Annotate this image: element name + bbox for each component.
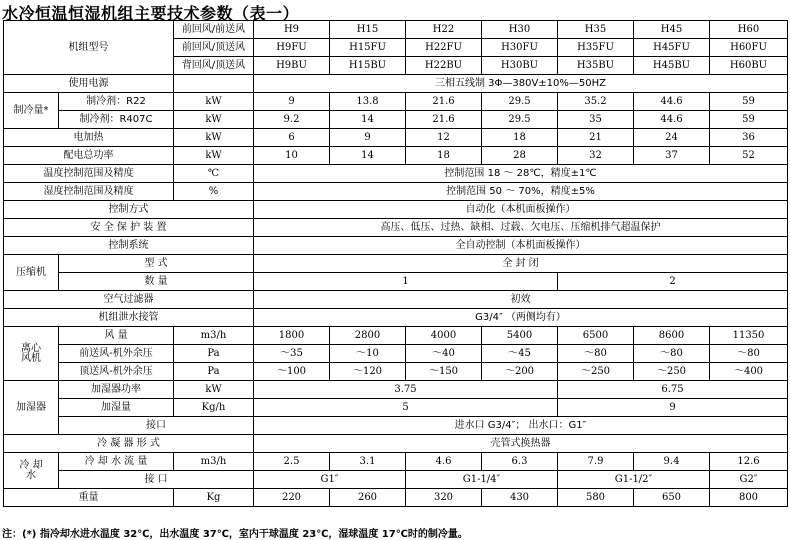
value-cell: 2 bbox=[558, 273, 788, 291]
value-cell: 21.6 bbox=[406, 93, 482, 111]
value-cell: 24 bbox=[634, 129, 710, 147]
condenser-value: 壳管式换热器 bbox=[254, 435, 788, 453]
value-cell: 6 bbox=[254, 129, 330, 147]
table-row bbox=[4, 165, 788, 183]
model-cell: H15FU bbox=[330, 39, 406, 57]
value-cell: 430 bbox=[482, 489, 558, 507]
value-cell: 580 bbox=[558, 489, 634, 507]
unit-cell bbox=[174, 75, 254, 93]
value-cell: 4000 bbox=[406, 327, 482, 345]
table-row bbox=[4, 147, 788, 165]
value-cell: 52 bbox=[710, 147, 788, 165]
row-label: 型 式 bbox=[59, 255, 254, 273]
value-cell: 12 bbox=[406, 129, 482, 147]
model-cell: H9 bbox=[254, 21, 330, 39]
safety-label: 安 全 保 护 装 置 bbox=[4, 219, 254, 237]
value-cell: 10 bbox=[254, 147, 330, 165]
fan-group-line1: 离心 bbox=[21, 342, 41, 354]
spec-table bbox=[3, 20, 788, 507]
row-label: 前送风-机外余压 bbox=[59, 345, 174, 363]
row-label: 接 口 bbox=[59, 471, 254, 489]
power-supply-value: 三相五线制 3Φ—380V±10%—50HZ bbox=[254, 75, 788, 93]
table-row bbox=[4, 273, 788, 291]
model-cell: H60BU bbox=[710, 57, 788, 75]
model-cell: H15 bbox=[330, 21, 406, 39]
unit-cell: ℃ bbox=[174, 165, 254, 183]
table-row bbox=[4, 471, 788, 489]
value-cell: 320 bbox=[406, 489, 482, 507]
table-row bbox=[4, 129, 788, 147]
value-cell: G1-1/4″ bbox=[406, 471, 558, 489]
model-label: 机组型号 bbox=[4, 21, 174, 75]
unit-cell: Kg bbox=[174, 489, 254, 507]
row-label: 制冷剂：R22 bbox=[59, 93, 174, 111]
value-cell: 13.8 bbox=[330, 93, 406, 111]
unit-cell: kW bbox=[174, 381, 254, 399]
table-row bbox=[4, 219, 788, 237]
air-filter-value: 初效 bbox=[254, 291, 788, 309]
table-row bbox=[4, 345, 788, 363]
model-cell: H9FU bbox=[254, 39, 330, 57]
value-cell: ～250 bbox=[558, 363, 634, 381]
value-cell: 11350 bbox=[710, 327, 788, 345]
control-system-label: 控制系统 bbox=[4, 237, 254, 255]
value-cell: 35 bbox=[558, 111, 634, 129]
value-cell: 2.5 bbox=[254, 453, 330, 471]
value-cell: 14 bbox=[330, 111, 406, 129]
table-row bbox=[4, 237, 788, 255]
value-cell: 6.75 bbox=[558, 381, 788, 399]
value-cell: 21 bbox=[558, 129, 634, 147]
table-row bbox=[4, 111, 788, 129]
value-cell: ～80 bbox=[710, 345, 788, 363]
control-mode-value: 自动化（本机面板操作） bbox=[254, 201, 788, 219]
row-label: 冷 却 水 流 量 bbox=[59, 453, 174, 471]
humidifier-port-value: 进水口 G3/4″； 出水口：G1″ bbox=[254, 417, 788, 435]
value-cell: ～35 bbox=[254, 345, 330, 363]
weight-label: 重量 bbox=[4, 489, 174, 507]
page-title: 水冷恒温恒湿机组主要技术参数（表一） bbox=[2, 4, 300, 23]
value-cell: 14 bbox=[330, 147, 406, 165]
value-cell: ～400 bbox=[710, 363, 788, 381]
value-cell: 1800 bbox=[254, 327, 330, 345]
value-cell: 12.6 bbox=[710, 453, 788, 471]
table-row bbox=[4, 291, 788, 309]
value-cell: 36 bbox=[710, 129, 788, 147]
cooling-group-label: 制冷量* bbox=[4, 93, 59, 129]
row-label: 数 量 bbox=[59, 273, 254, 291]
value-cell: ～45 bbox=[482, 345, 558, 363]
value-cell: 59 bbox=[710, 93, 788, 111]
value-cell: 260 bbox=[330, 489, 406, 507]
value-cell: 21.6 bbox=[406, 111, 482, 129]
value-cell: 1 bbox=[254, 273, 558, 291]
power-supply-label: 使用电源 bbox=[4, 75, 174, 93]
unit-cell: Kg/h bbox=[174, 399, 254, 417]
row-label: 风 量 bbox=[59, 327, 174, 345]
value-cell: 220 bbox=[254, 489, 330, 507]
value-cell: 37 bbox=[634, 147, 710, 165]
value-cell: 6.3 bbox=[482, 453, 558, 471]
air-filter-label: 空气过滤器 bbox=[4, 291, 254, 309]
value-cell: 5400 bbox=[482, 327, 558, 345]
table-row bbox=[4, 93, 788, 111]
table-row bbox=[4, 381, 788, 399]
compressor-group-label: 压缩机 bbox=[4, 255, 59, 291]
hum-control-value: 控制范围 50 ～ 70%，精度±5% bbox=[254, 183, 788, 201]
humidifier-group-label: 加湿器 bbox=[4, 381, 59, 435]
unit-cell: m3/h bbox=[174, 327, 254, 345]
table-row bbox=[4, 201, 788, 219]
table-row bbox=[4, 489, 788, 507]
footnote: 注：(*) 指冷却水进水温度 32℃，出水温度 37℃，室内干球温度 23℃，湿球温度 17℃时的制冷量。 bbox=[2, 529, 468, 540]
value-cell: 18 bbox=[406, 147, 482, 165]
value-cell: 650 bbox=[634, 489, 710, 507]
value-cell: 7.9 bbox=[558, 453, 634, 471]
model-cell: H30BU bbox=[482, 57, 558, 75]
hum-control-label: 湿度控制范围及精度 bbox=[4, 183, 174, 201]
value-cell: 800 bbox=[710, 489, 788, 507]
row-label: 加湿器功率 bbox=[59, 381, 174, 399]
temp-control-value: 控制范围 18 ～ 28℃，精度±1℃ bbox=[254, 165, 788, 183]
row-label: 顶送风-机外余压 bbox=[59, 363, 174, 381]
table-row bbox=[4, 435, 788, 453]
model-cell: H35FU bbox=[558, 39, 634, 57]
table-row bbox=[4, 417, 788, 435]
model-cell: H22FU bbox=[406, 39, 482, 57]
unit-cell: kW bbox=[174, 111, 254, 129]
row-label: 接口 bbox=[59, 417, 254, 435]
value-cell: 9.2 bbox=[254, 111, 330, 129]
value-cell: 5 bbox=[254, 399, 558, 417]
model-cell: H35 bbox=[558, 21, 634, 39]
value-cell: 59 bbox=[710, 111, 788, 129]
unit-cell: % bbox=[174, 183, 254, 201]
model-cell: H15BU bbox=[330, 57, 406, 75]
drain-label: 机组泄水接管 bbox=[4, 309, 254, 327]
control-mode-label: 控制方式 bbox=[4, 201, 254, 219]
value-cell: 9 bbox=[558, 399, 788, 417]
value-cell: 9 bbox=[330, 129, 406, 147]
value-cell: ～100 bbox=[254, 363, 330, 381]
model-cell: H45 bbox=[634, 21, 710, 39]
value-cell: ～40 bbox=[406, 345, 482, 363]
model-cell: H60 bbox=[710, 21, 788, 39]
variant-type: 前回风/顶送风 bbox=[174, 39, 254, 57]
table-row bbox=[4, 453, 788, 471]
value-cell: G1″ bbox=[254, 471, 406, 489]
table-row bbox=[4, 399, 788, 417]
row-label: 制冷剂：R407C bbox=[59, 111, 174, 129]
value-cell: G2″ bbox=[710, 471, 788, 489]
table-row bbox=[4, 327, 788, 345]
model-cell: H45FU bbox=[634, 39, 710, 57]
unit-cell: kW bbox=[174, 129, 254, 147]
value-cell: ～10 bbox=[330, 345, 406, 363]
cooling-water-group-label bbox=[4, 453, 59, 489]
heater-label: 电加热 bbox=[4, 129, 174, 147]
cooling-water-line1: 冷 却 bbox=[19, 459, 43, 471]
model-cell: H9BU bbox=[254, 57, 330, 75]
value-cell: ～150 bbox=[406, 363, 482, 381]
row-label: 加湿量 bbox=[59, 399, 174, 417]
unit-cell: Pa bbox=[174, 345, 254, 363]
model-cell: H60FU bbox=[710, 39, 788, 57]
value-cell: 2800 bbox=[330, 327, 406, 345]
model-cell: H30 bbox=[482, 21, 558, 39]
value-cell: 18 bbox=[482, 129, 558, 147]
value-cell: ～250 bbox=[634, 363, 710, 381]
value-cell: 29.5 bbox=[482, 111, 558, 129]
variant-type: 背回风/顶送风 bbox=[174, 57, 254, 75]
compressor-type-value: 全 封 闭 bbox=[254, 255, 788, 273]
value-cell: 32 bbox=[558, 147, 634, 165]
unit-cell: kW bbox=[174, 147, 254, 165]
value-cell: 28 bbox=[482, 147, 558, 165]
cooling-water-line2: 水 bbox=[26, 469, 36, 481]
table-row bbox=[4, 75, 788, 93]
fan-group-line2: 风机 bbox=[21, 352, 41, 364]
value-cell: 3.75 bbox=[254, 381, 558, 399]
value-cell: 9 bbox=[254, 93, 330, 111]
value-cell: 35.2 bbox=[558, 93, 634, 111]
table-row bbox=[4, 255, 788, 273]
unit-cell: kW bbox=[174, 93, 254, 111]
value-cell: 4.6 bbox=[406, 453, 482, 471]
value-cell: 9.4 bbox=[634, 453, 710, 471]
model-cell: H35BU bbox=[558, 57, 634, 75]
table-row bbox=[4, 363, 788, 381]
value-cell: 3.1 bbox=[330, 453, 406, 471]
value-cell: ～80 bbox=[634, 345, 710, 363]
model-cell: H30FU bbox=[482, 39, 558, 57]
table-row bbox=[4, 309, 788, 327]
model-cell: H45BU bbox=[634, 57, 710, 75]
table-row bbox=[4, 21, 788, 39]
unit-cell: m3/h bbox=[174, 453, 254, 471]
value-cell: ～200 bbox=[482, 363, 558, 381]
value-cell: ～120 bbox=[330, 363, 406, 381]
value-cell: 44.6 bbox=[634, 93, 710, 111]
unit-cell: Pa bbox=[174, 363, 254, 381]
value-cell: 6500 bbox=[558, 327, 634, 345]
value-cell: ～80 bbox=[558, 345, 634, 363]
drain-value: G3/4″ （两侧均有） bbox=[254, 309, 788, 327]
value-cell: 44.6 bbox=[634, 111, 710, 129]
safety-value: 高压、低压、过热、缺相、过载、欠电压、压缩机排气超温保护 bbox=[254, 219, 788, 237]
value-cell: 8600 bbox=[634, 327, 710, 345]
condenser-label: 冷 凝 器 形 式 bbox=[4, 435, 254, 453]
model-cell: H22BU bbox=[406, 57, 482, 75]
fan-group-label bbox=[4, 327, 59, 381]
control-system-value: 全自动控制（本机面板操作） bbox=[254, 237, 788, 255]
variant-type: 前回风/前送风 bbox=[174, 21, 254, 39]
value-cell: G1-1/2″ bbox=[558, 471, 710, 489]
table-row bbox=[4, 183, 788, 201]
model-cell: H22 bbox=[406, 21, 482, 39]
temp-control-label: 温度控制范围及精度 bbox=[4, 165, 174, 183]
total-power-label: 配电总功率 bbox=[4, 147, 174, 165]
value-cell: 29.5 bbox=[482, 93, 558, 111]
